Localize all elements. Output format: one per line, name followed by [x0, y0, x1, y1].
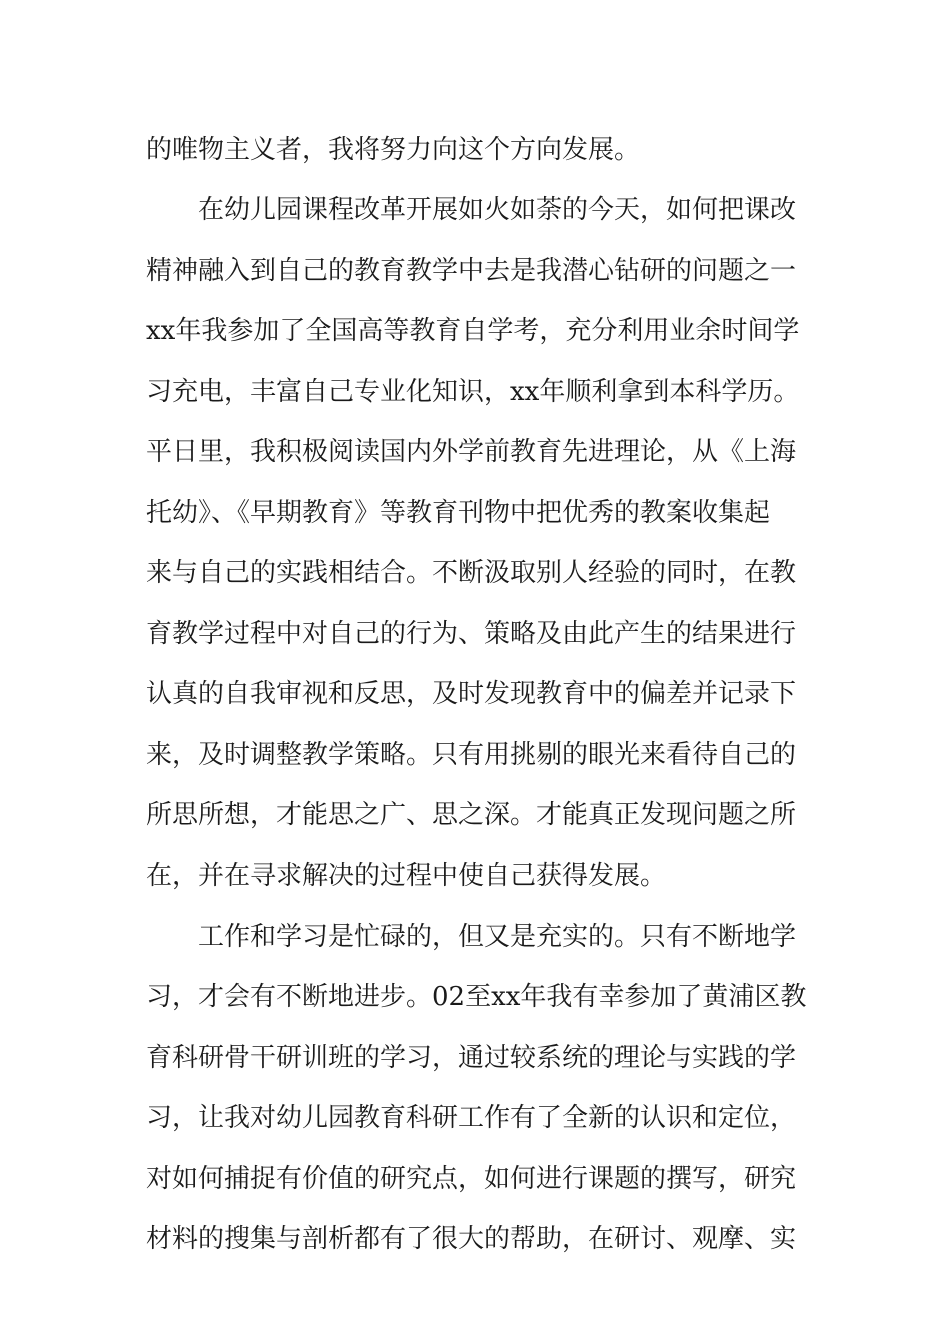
text-line: 材料的搜集与剖析都有了很大的帮助，在研讨、观摩、实	[146, 1224, 797, 1254]
text-line: xx年我参加了全国高等教育自学考，充分利用业余时间学	[146, 316, 800, 346]
text-line: 平日里，我积极阅读国内外学前教育先进理论，从《上海	[146, 437, 797, 467]
text-line: 育教学过程中对自己的行为、策略及由此产生的结果进行	[146, 619, 797, 649]
text-line: 托幼》、《早期教育》等教育刊物中把优秀的教案收集起	[146, 498, 771, 528]
paragraph-first-line: 工作和学习是忙碌的，但又是充实的。只有不断地学	[198, 922, 797, 952]
text-line: 习，让我对幼儿园教育科研工作有了全新的认识和定位，	[146, 1103, 797, 1133]
text-line: 所思所想，才能思之广、思之深。才能真正发现问题之所	[146, 800, 797, 830]
text-line: 的唯物主义者，我将努力向这个方向发展。	[146, 135, 641, 165]
text-line: 育科研骨干研训班的学习，通过较系统的理论与实践的学	[146, 1043, 797, 1073]
text-line: 来与自己的实践相结合。不断汲取别人经验的同时，在教	[146, 558, 797, 588]
paragraph-first-line: 在幼儿园课程改革开展如火如荼的今天，如何把课改	[198, 195, 797, 225]
text-line: 习，才会有不断地进步。02至xx年我有幸参加了黄浦区教	[146, 982, 807, 1012]
text-line: 习充电，丰富自己专业化知识，xx年顺利拿到本科学历。	[146, 377, 800, 407]
text-line: 精神融入到自己的教育教学中去是我潜心钻研的问题之一	[146, 256, 797, 286]
text-line: 对如何捕捉有价值的研究点，如何进行课题的撰写，研究	[146, 1164, 797, 1194]
text-line: 在，并在寻求解决的过程中使自己获得发展。	[146, 861, 667, 891]
text-line: 认真的自我审视和反思，及时发现教育中的偏差并记录下	[146, 679, 797, 709]
text-line: 来，及时调整教学策略。只有用挑剔的眼光来看待自己的	[146, 740, 797, 770]
